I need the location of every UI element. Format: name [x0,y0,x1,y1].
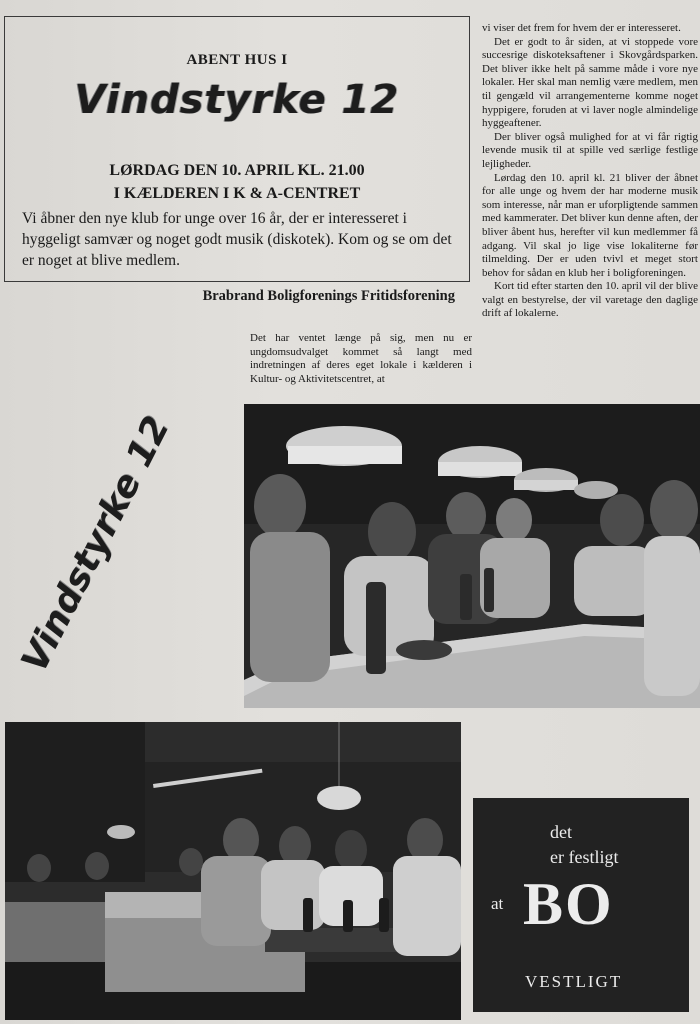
announcement-kicker: ABENT HUS I [186,52,288,68]
article-paragraph: Det er godt to år siden, at vi stoppede vore succesrige diskoteksaftener i Skovgårdsparken. Det bliver ikke helt på samme måde i vore nye lokaler. Her skal man nemlig være medlem, men til gengæld vil arrangementerne komme noget hyppigere, foruden at vi laver nogle almindelige hyggeaftener. [482,35,698,130]
announcement-signature: Brabrand Boligforenings Fritidsforening [202,288,455,304]
ad-line-2: er festligt [550,847,619,867]
lounge-photo [5,722,461,1020]
article-paragraph: vi viser det frem for hvem der er interesseret. [482,22,681,34]
article-paragraph: Lørdag den 10. april kl. 21 bliver der åbnet for alle unge og hvem der har moderne musik som interesse, når man er uforpligtende sammen med kammerater. Det bliver kun denne aften, der bliver åbent hus, herefter vil kun medlemmer få adgang. Vil skal jo lige vise lokaliterne før tilmelding. Der er uden tvivl et meget stort behov for sådan en klub her i boligforeningen. [482,171,698,279]
ad-bo: BO [523,871,614,937]
bar-photo [244,404,700,708]
announcement-date: LØRDAG DEN 10. APRIL KL. 21.00 [109,162,365,179]
article-intro: Det har ventet længe på sig, men nu er ungdomsudvalget kommet så langt med indretningen af deres eget lokale i kælderen i Kultur- og Aktivitetscentret, at [250,332,472,385]
ad-line-1: det [550,822,572,842]
bo-vestligt-ad [473,798,689,1012]
announcement-brand: Vindstyrke 12 [74,77,400,123]
article-paragraph: Der bliver også mulighed for at vi får rigtig levende musik til at spille ved særlige festlige lejligheder. [482,130,698,170]
announcement-place: I KÆLDEREN I K & A-CENTRET [113,185,361,202]
bar-photo-illustration [244,404,700,708]
announcement-body: Vi åbner den nye klub for unge over 16 år, der er interesseret i hyggeligt samvær og noget godt musik (diskotek). Kom og se om det er noget at blive medlem. [22,210,452,269]
article-right-column [482,22,698,321]
lounge-photo-illustration [5,722,461,1020]
ad-at: at [491,894,504,913]
article-paragraph: Kort tid efter starten den 10. april vil der blive valgt en bestyrelse, der vil varetage den daglige drift af lokalerne. [482,280,698,320]
diagonal-brand: Vindstyrke 12 [14,410,178,679]
ad-vestligt: VESTLIGT [525,972,623,991]
